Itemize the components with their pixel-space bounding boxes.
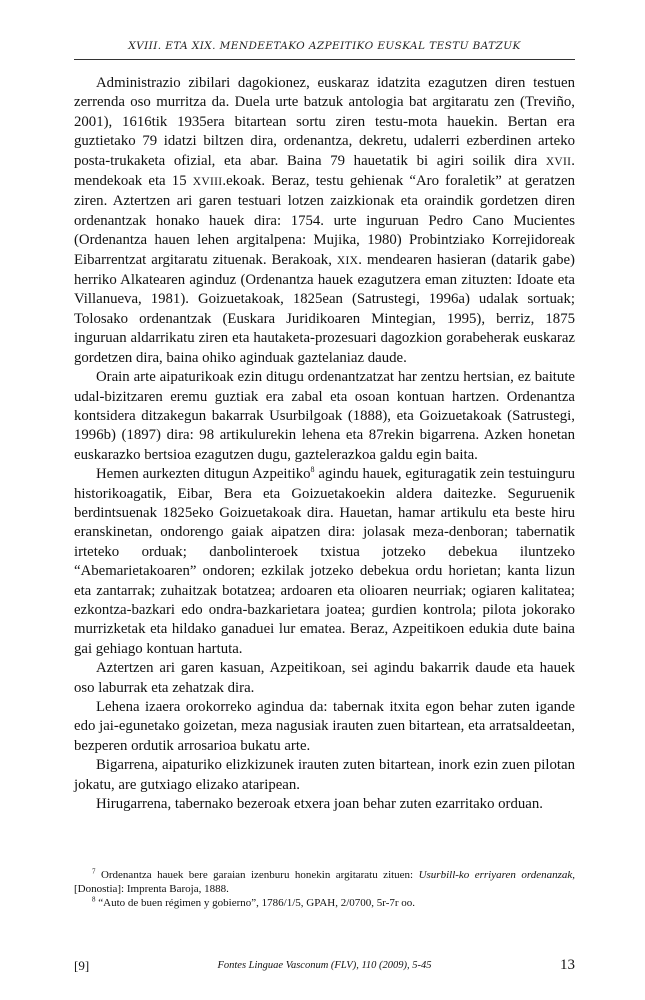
paragraph-3-text-b: agindu hauek, egituragatik zein testuinguru historikoagatik, Eibar, Bera eta Goizuetakoekin aldera daitezke. Seguruenik berdintsuenak 1825eko Goizuetakoak dira. Hauetan, hamar artikulu eta beste hiru eranskinetan, ondorengo gaiak aipatzen dira: jolasak meza-denboran; tabernatik irteteko orduak; danbolinteroek txistua jotzeko debekua iluntzeko “Abemarietakoaren” ondoren; ezkilak jotzeko debekua ordu horietan; kanta lizun eta zantarrak; zuhaitzak botatzea; ardoaren eta olioaren neurriak; ogiaren kalitatea; ezkontza-bazkari edo ondra-bazkarietara joatea; gurdien kontrola; pilota jokorako murrizketak eta hildako ganaduei lur ematea. Beraz, Azpeitikoen edukia dute baina gai gehiago kontuan hartuta. (74, 466, 575, 657)
footnote-8-number: 8 (92, 895, 96, 904)
footnote-8-text: “Auto de buen régimen y gobierno”, 1786/1/5, GPAH, 2/0700, 5r-7r oo. (95, 897, 416, 909)
footnote-7-text-b: [Donostia]: Imprenta Baroja, 1888. (74, 883, 229, 895)
paragraph-1 (74, 74, 575, 368)
footnote-7-title: Usurbill-ko erriyaren ordenanzak, (418, 869, 575, 881)
paragraph-1-text-c: .ekoak. Beraz, testu gehienak “Aro foraletik” at geratzen ziren. Aztertzen ari garen testuari lotzen zaizkionak eta oraindik gordetzen diren ordenantzak honako hauek dira: 1754. urte inguruan Pedro Cano Mucientes (Ordenantza hauen lehen argitalpena: Mujika, 1980) Probintziako Korrejidoreak Eibarrentzat argitaratu zituenak. Berakoak, (74, 173, 575, 268)
paragraph-7: Hirugarrena, tabernako bezeroak etxera joan behar zuten ezarritako orduan. (96, 796, 543, 813)
running-head: XVIII. ETA XIX. MENDEETAKO AZPEITIKO EUSKAL TESTU BATZUK (128, 40, 521, 52)
paragraph-1-text-a: Administrazio zibilari dagokionez, euskaraz idatzita ezagutzen diren testuen zerrenda oso murritza da. Duela urte batzuk antologia bat argitaratu zen (Treviño, 2001), 1616tik 1935era bitartean sortu ziren testu-mota hauekin. Bertan era guztietako 79 idatzi biltzen dira, ordenantza, dekretu, udalerri ezberdinen arteko posta-trukaketa ofizial, eta abar. Baina 79 hauetatik bi agiri soilik dira (74, 75, 575, 169)
paragraph-4: Aztertzen ari garen kasuan, Azpeitikoan, sei agindu bakarrik daude eta hauek oso laburrak eta zehatzak dira. (74, 660, 575, 696)
paragraph-6: Bigarrena, aipaturiko elizkizunek irauten zuten bitartean, inork ezin zuen pilotan jokatu, are gutxiago elizako ataripean. (74, 757, 575, 793)
header-rule (74, 59, 575, 60)
footnote-7-number: 7 (92, 867, 96, 876)
roman-numeral-xviii: XVIII (192, 176, 223, 189)
paragraph-5: Lehena izaera orokorreko agindua da: tabernak itxita egon behar zuten igande edo jai-egunetako goizetan, meza nagusiak irauten zuen bitartean, eta arratsaldeetan, bezperen ordutik arrosarioa bukatu arte. (74, 699, 575, 754)
footer-journal: Fontes Linguae Vasconum (FLV), 110 (2009), 5-45 (217, 960, 432, 971)
paragraph-1-text-d: . mendearen hasieran (datarik gabe) herriko Alkatearen aginduz (Ordenantza hauek ezagutzera eman zituzten: Idoate eta Villanueva, 1981). Goizuetakoak, 1825ean (Satrustegi, 1996a) udalak sortuak; Tolosako ordenantzak (Euskara Juridikoaren Mintegian, 1995), berriz, 1875 inguruan aldarrikatu ziren eta hautaketa-prozesuari dagozkion gorabeherak euskaraz gordetzen dira, baina ohiko aginduak gaztelaniaz daude. (74, 251, 575, 366)
footnote-8 (74, 896, 575, 910)
footnote-7-text-a: Ordenantza hauek bere garaian izenburu honekin argitaratu zituen: (95, 869, 419, 881)
footnote-7 (74, 868, 575, 896)
page-number: 13 (560, 957, 575, 973)
roman-numeral-xix: XIX (336, 254, 359, 267)
paragraph-2: Orain arte aipaturikoak ezin ditugu ordenantzatzat har zentzu hertsian, ez baitute udal-bizitzaren eremu guztiak era zabal eta osoan kontuan hartzen. Ordenantza kontsidera ditzakegun bakarrak Usurbilgoak (1888), eta Goizuetakoak (Satrustegi, 1996b) (1897) dira: 98 artikulurekin lehena eta 87rekin bigarrena. Azken honetan euskarazko bertsioa ezagutzen dugu, gaztelerazkoa galdu egin baita. (74, 369, 575, 463)
page-footer (74, 958, 575, 976)
paragraph-3-text-a: Hemen aurkezten ditugun Azpeitiko (96, 466, 311, 483)
roman-numeral-xvii: XVII (545, 155, 572, 168)
footnote-ref-8[interactable]: 8 (310, 465, 315, 475)
paragraph-3 (74, 465, 575, 659)
body-text (74, 74, 575, 814)
footer-page-ref: [9] (74, 958, 90, 973)
footnotes (74, 868, 575, 910)
paragraph-1-text-b: . mendekoak eta 15 (74, 152, 575, 190)
